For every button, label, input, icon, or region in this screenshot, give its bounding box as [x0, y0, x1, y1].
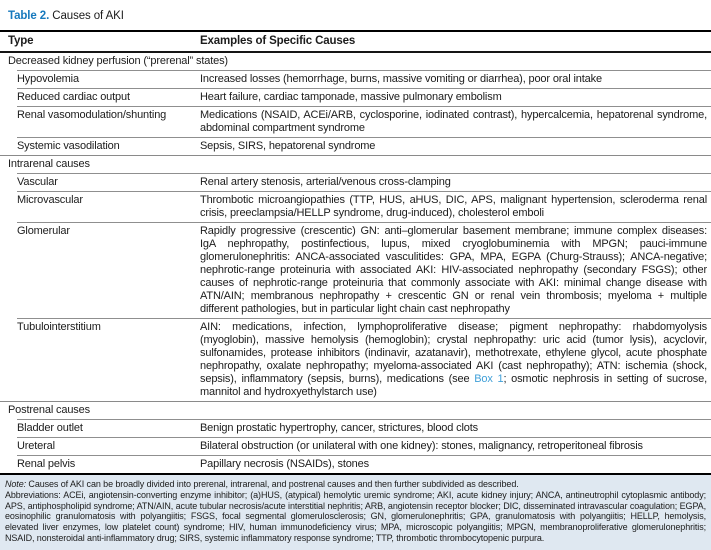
table-row [17, 222, 711, 318]
row-type-cell: Reduced cardiac output [17, 91, 130, 103]
table-header-row [0, 32, 711, 53]
row-examples-cell: Papillary necrosis (NSAIDs), stones [200, 458, 369, 470]
row-type-cell: Systemic vasodilation [17, 140, 120, 152]
table-row [17, 137, 711, 155]
row-type-cell: Renal pelvis [17, 458, 76, 470]
footnote-note-line [5, 479, 706, 490]
section-intrarenal [0, 155, 711, 401]
table-row [17, 437, 711, 455]
row-examples-cell: Renal artery stenosis, arterial/venous cross-clamping [200, 176, 451, 188]
row-examples-cell: Sepsis, SIRS, hepatorenal syndrome [200, 140, 376, 152]
row-examples-cell: Medications (NSAID, ACEi/ARB, cyclosporine, iodinated contrast), hypercalcemia, hepatorenal syndrome, abdominal compartment syndrome [200, 109, 707, 134]
examples-text-after-link: ; osmotic nephrosis in setting of sucrose, mannitol and hydroxyethylstarch use) [200, 373, 707, 398]
row-type-cell: Glomerular [17, 225, 70, 237]
section-prerenal [0, 53, 711, 155]
row-type-cell: Hypovolemia [17, 73, 79, 85]
row-type-cell: Vascular [17, 176, 58, 188]
table-row [17, 318, 711, 401]
row-examples-cell: Bilateral obstruction (or unilateral with one kidney): stones, malignancy, retroperitoneal fibrosis [200, 440, 643, 452]
column-header-examples: Examples of Specific Causes [200, 35, 356, 47]
note-text: Causes of AKI can be broadly divided into prerenal, intrarenal, and postrenal causes and then further subdivided as described. [26, 479, 519, 489]
note-label: Note: [5, 479, 27, 489]
row-type-cell: Tubulointerstitium [17, 321, 101, 333]
row-examples-cell: Thrombotic microangiopathies (TTP, HUS, aHUS, DIC, APS, malignant hypertension, scleroderma renal crisis, preeclampsia/HELLP syndrome, drug-induced), cholesterol emboli [200, 194, 707, 219]
section-header: Postrenal causes [0, 401, 711, 419]
table-row [17, 173, 711, 191]
row-type-cell: Bladder outlet [17, 422, 83, 434]
section-postrenal [0, 401, 711, 473]
column-header-type: Type [8, 35, 34, 47]
table-row [17, 419, 711, 437]
row-type-cell: Renal vasomodulation/shunting [17, 109, 167, 121]
aki-causes-table [0, 30, 711, 475]
row-examples-cell: Benign prostatic hypertrophy, cancer, strictures, blood clots [200, 422, 479, 434]
section-header: Intrarenal causes [0, 155, 711, 173]
row-examples-cell [200, 321, 711, 399]
row-type-cell: Microvascular [17, 194, 83, 206]
section-header: Decreased kidney perfusion (“prerenal” states) [8, 55, 228, 67]
table-row [17, 70, 711, 88]
footnote [0, 475, 711, 550]
table-row [17, 455, 711, 473]
table-row [17, 191, 711, 222]
caption-label: Table 2. [8, 10, 50, 22]
table-row [17, 88, 711, 106]
table-row [17, 106, 711, 137]
table-caption [0, 0, 711, 30]
examples-text-before-link: AIN: medications, infection, lymphoproliferative disease; pigment nephropathy: rhabdomyolysis (myoglobin), massive hemolysis (hemoglobin); crystal nephropathy: uric acid (tumor lysis), acyclovir, sulfonamides, protease inhibitors (indinavir, azatanavir), methotrexate, ethylene glycol, acute phosphate nephropathy, oxalate nephropathy; myeloma-associated AKI (cast nephropathy); ATN: ischemia (shock, sepsis), inflammatory (sepsis, burns), medications (see [200, 321, 707, 385]
caption-text: Causes of AKI [49, 10, 124, 22]
row-examples-cell: Increased losses (hemorrhage, burns, massive vomiting or diarrhea), poor oral intake [200, 73, 602, 85]
row-examples-cell: Rapidly progressive (crescentic) GN: anti–glomerular basement membrane; immune complex diseases: IgA nephropathy, postinfectious, lupus, mixed cryoglobuminemia with MPGN; pauci-immune glomerulonephritis: ANCA-associated vasculitides: GPA, MPA, EGPA (Churg-Strauss); ANCA-negative; nephrotic-range proteinuria with associated AKI: HIV-associated nephropathy (secondary FSGS); other causes of nephrotic-range proteinuria that commonly associate with AKI: minimal change disease with ATN/AIN; membranous nephropathy + crescentic GN or renal vein thrombosis; myeloma + multiple different pathologies, but in particular light chain cast nephropathy [200, 225, 707, 315]
abbreviations-text: Abbreviations: ACEi, angiotensin-converting enzyme inhibitor; (a)HUS, (atypical) hemolytic uremic syndrome; AKI, acute kidney injury; ANCA, antineutrophil cytoplasmic antibody; APS, antiphospholipid syndrome; ATN/AIN, acute tubular necrosis/acute interstitial nephritis; ARB, angiotensin receptor blocker; DIC, disseminated intravascular coagulation; EGPA, eosinophilic granulomatosis with polyangiitis; FSGS, focal segmental glomerulosclerosis; GN, glomerulonephritis; GPA, granulomatosis with polyangiitis; HELLP, hemolysis, elevated liver enzymes, low platelet count) syndrome; HIV, human immunodeficiency virus; MPA, microscopic polyangiitis; MPGN, membranoproliferative glomerulonephritis; NSAID, nonsteroidal anti-inflammatory drug; SIRS, systemic inflammatory response syndrome; TTP, thrombotic thrombocytopenic purpura. [5, 489, 706, 543]
box-1-link[interactable]: Box 1 [474, 373, 504, 385]
row-type-cell: Ureteral [17, 440, 55, 452]
row-examples-cell: Heart failure, cardiac tamponade, massive pulmonary embolism [200, 91, 502, 103]
